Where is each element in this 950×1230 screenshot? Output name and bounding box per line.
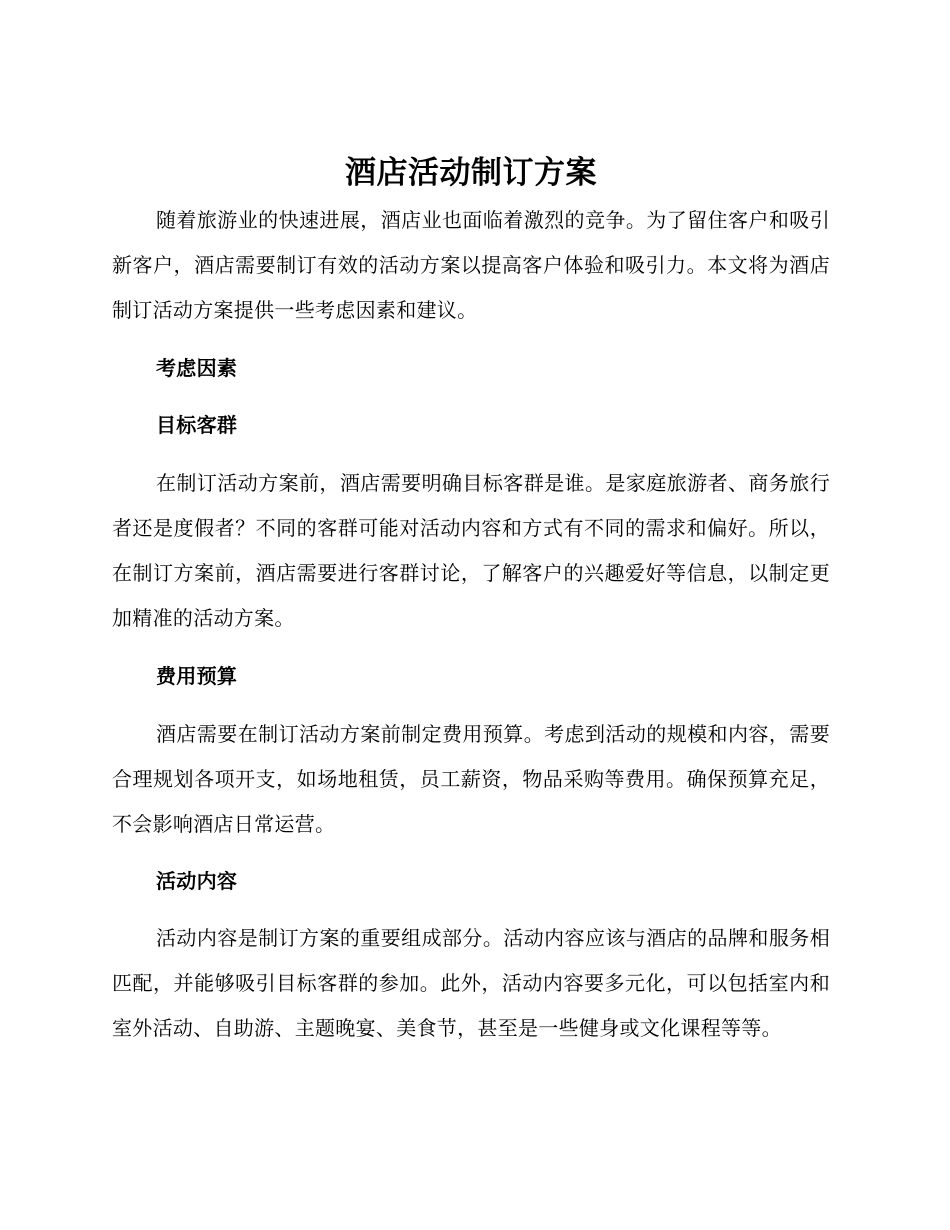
intro-paragraph: 随着旅游业的快速进展，酒店业也面临着激烈的竞争。为了留住客户和吸引新客户，酒店需要制订有效的活动方案以提高客户体验和吸引力。本文将为酒店制订活动方案提供一些考虑因素和建议。: [112, 208, 830, 322]
subsection-heading-budget: 费用预算: [156, 664, 238, 688]
subsection-heading-activity-content: 活动内容: [156, 869, 238, 893]
section-heading-considerations: 考虑因素: [156, 356, 238, 380]
subsection-heading-target-audience: 目标客群: [156, 413, 238, 437]
subsection-body-target-audience: 在制订活动方案前，酒店需要明确目标客群是谁。是家庭旅游者、商务旅行者还是度假者？不同的客群可能对活动内容和方式有不同的需求和偏好。所以，在制订方案前，酒店需要进行客群讨论，了解客户的兴趣爱好等信息，以制定更加精准的活动方案。: [112, 471, 830, 630]
subsection-body-budget: 酒店需要在制订活动方案前制定费用预算。考虑到活动的规模和内容，需要合理规划各项开支，如场地租赁，员工薪资，物品采购等费用。确保预算充足，不会影响酒店日常运营。: [112, 722, 830, 836]
subsection-body-activity-content: 活动内容是制订方案的重要组成部分。活动内容应该与酒店的品牌和服务相匹配，并能够吸引目标客群的参加。此外，活动内容要多元化，可以包括室内和室外活动、自助游、主题晚宴、美食节，甚至是一些健身或文化课程等等。: [112, 926, 830, 1040]
document-title: 酒店活动制订方案: [345, 155, 597, 191]
